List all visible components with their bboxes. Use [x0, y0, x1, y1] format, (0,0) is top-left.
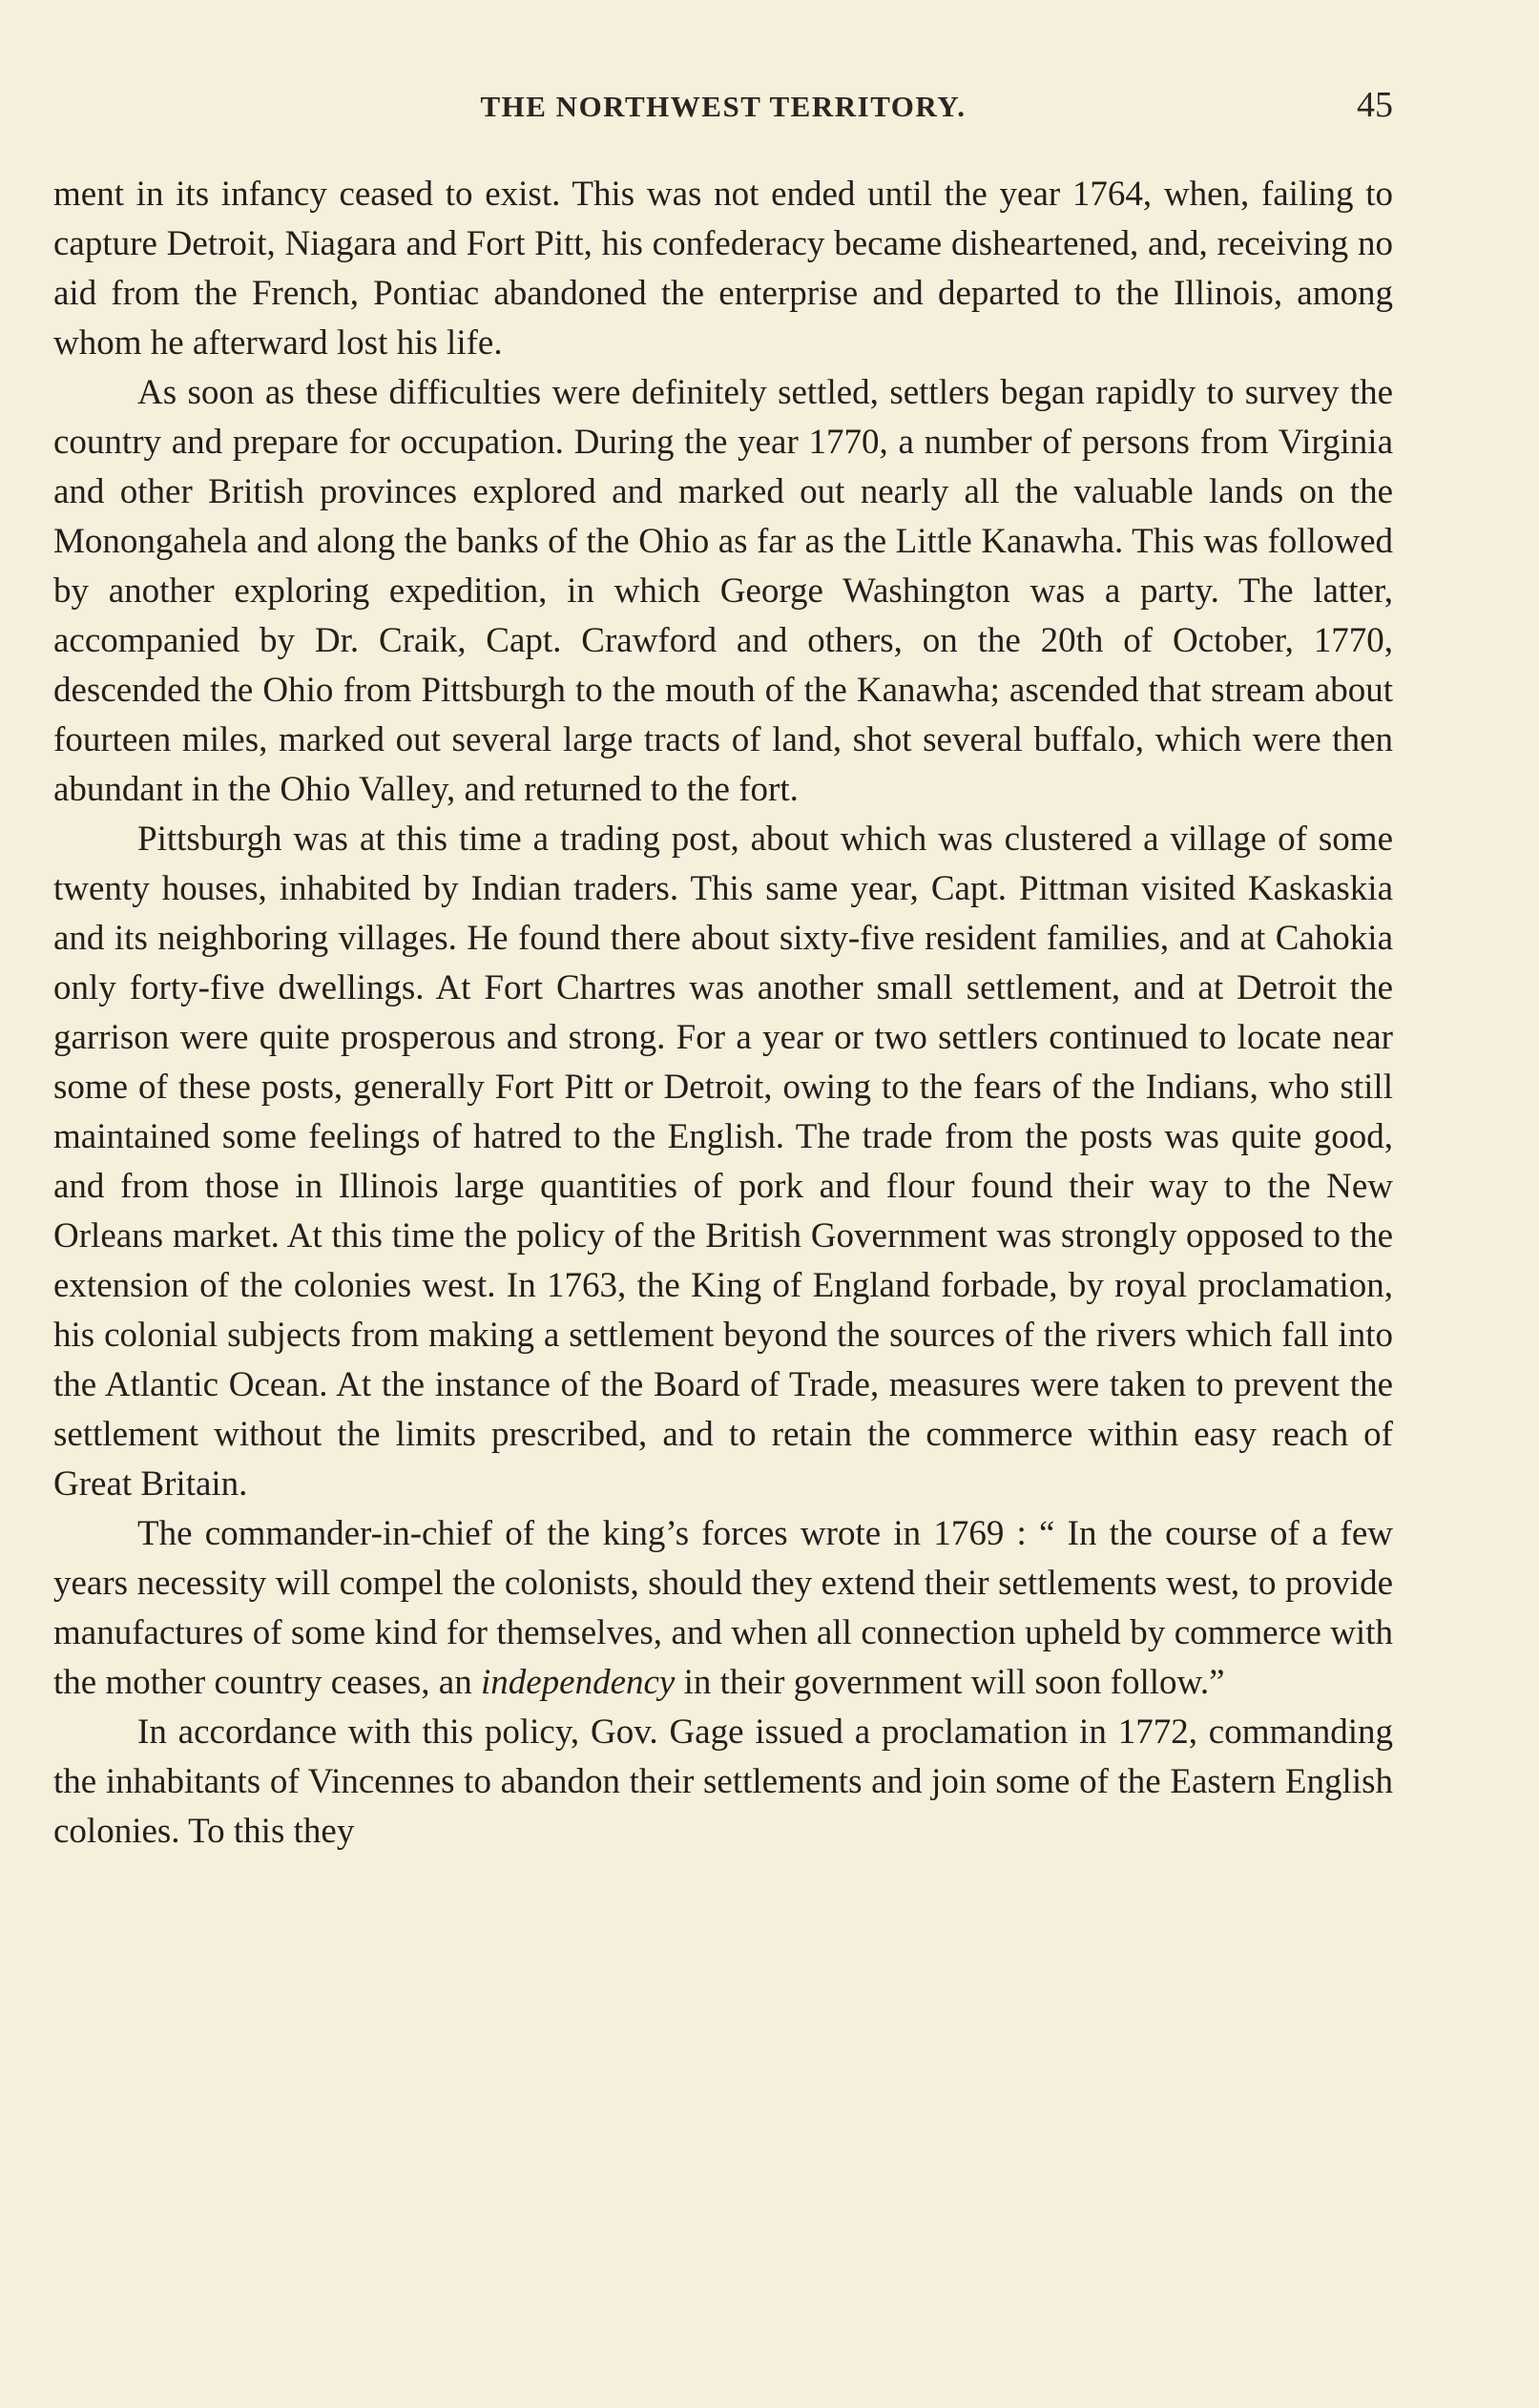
quote-text-after: in their government will soon follow.”: [675, 1663, 1225, 1702]
running-head: THE NORTHWEST TERRITORY.: [480, 90, 967, 123]
paragraph-3: Pittsburgh was at this time a trading post, about which was clustered a village of some twenty houses, inhabited by Indian traders. This same year, Capt. Pittman visited Kaskaskia and its neighboring villages. He found there about sixty-five resident families, and at Cahokia only forty-five dwellings. At Fort Chartres was another small settlement, and at Detroit the garrison were quite prosperous and strong. For a year or two settlers continued to locate near some of these posts, generally Fort Pitt or Detroit, owing to the fears of the Indians, who still maintained some feelings of hatred to the English. The trade from the posts was quite good, and from those in Illinois large quantities of pork and flour found their way to the New Orleans market. At this time the policy of the British Government was strongly opposed to the extension of the colonies west. In 1763, the King of England forbade, by royal proclamation, his colonial subjects from making a settlement beyond the sources of the rivers which fall into the Atlantic Ocean. At the instance of the Board of Trade, measures were taken to prevent the settlement without the limits prescribed, and to retain the commerce within easy reach of Great Britain.: [53, 820, 1393, 1504]
paragraph-4: [53, 1509, 1393, 1708]
page-header: [53, 84, 1393, 134]
paragraph-2: As soon as these difficulties were definitely settled, settlers began rapidly to survey the country and prepare for occupation. During the year 1770, a number of persons from Virginia and other British provinces explored and marked out nearly all the valuable lands on the Monongahela and along the banks of the Ohio as far as the Little Kanawha. This was followed by another exploring expedition, in which George Washington was a party. The latter, accompanied by Dr. Craik, Capt. Crawford and others, on the 20th of October, 1770, descended the Ohio from Pittsburgh to the mouth of the Kanawha; ascended that stream about fourteen miles, marked out several large tracts of land, shot several buffalo, which were then abundant in the Ohio Valley, and returned to the fort.: [53, 373, 1393, 809]
body-text: [53, 170, 1393, 1857]
emphasized-word: independency: [480, 1663, 676, 1702]
quote-text-before: The commander-in-chief of the king’s forces wrote in 1769 : “ In the course of a few years necessity will compel the colonists, should they extend their settlements west, to provide manufactures of some kind for themselves, and when all connection upheld by commerce with the mother country ceases, an: [53, 1514, 1393, 1702]
paragraph-5: In accordance with this policy, Gov. Gage issued a proclamation in 1772, commanding the inhabitants of Vincennes to abandon their settlements and join some of the Eastern English colonies. To this they: [53, 1713, 1393, 1851]
paragraph-1: ment in its infancy ceased to exist. This was not ended until the year 1764, when, failing to capture Detroit, Niagara and Fort Pitt, his confederacy became disheartened, and, receiving no aid from the French, Pontiac abandoned the enterprise and departed to the Illinois, among whom he afterward lost his life.: [53, 175, 1393, 363]
page-number: 45: [1357, 85, 1393, 125]
